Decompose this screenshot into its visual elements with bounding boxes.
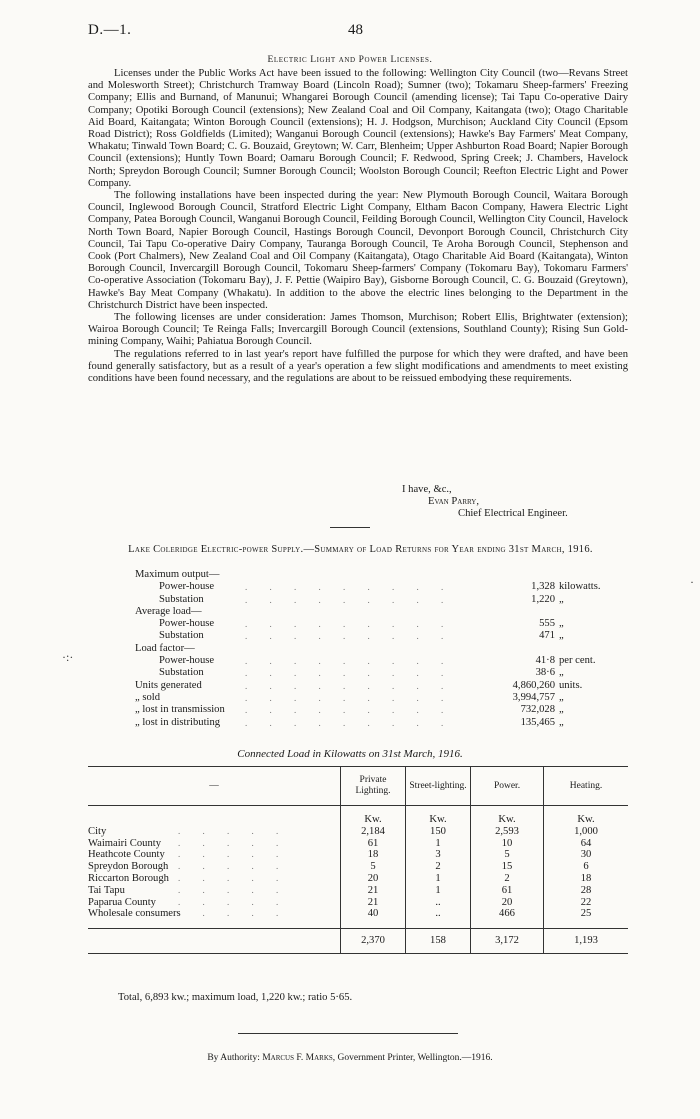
spacer-row (88, 806, 628, 815)
leader-dots: . . . . . . . . . (245, 717, 454, 728)
section-title: Electric Light and Power Licenses. (267, 55, 433, 65)
area-name: Riccarton Borough (88, 872, 169, 884)
unit-cell: Kw. (406, 814, 471, 826)
total-cell: 158 (406, 929, 471, 954)
unit-cell: Kw. (544, 814, 629, 826)
paragraph-installations-inspected: The following installations have been inspected during the year: New Plymouth Borough Council, Waitara Borough Council, Inglewood Borough Council, Stratford Electric Light Company, Eltham Bacon Company, Hawera Electric Light Company, Patea Borough Council, Wanganui Borough Council, Feilding Borough Council, Wellington City Council, Havelock North Town Board, Napier Borough Council, Hastings Borough Council, Devonport Borough Council, Christchurch City Council, Tai Tapu Co-operative Dairy Company, Tauranga Borough Council, Te Aroha Borough Council, Stephenson and Cook (Port Chalmers), New Zealand Coal and Oil Company (Kaitangata), Otago Charitable Aid Board (Kaitangata), Winton Borough Council, Invercargill Borough Council, Tokomaru Sheep-farmers' Company (Tokomaru Bay), Tokomaru Farmers' Co-operative Association (Tokomaru Bay), J. F. Pettie (Waipiro Bay), Gisborne Borough Council, C. G. Bouzaid (Greytown), Hawke's Bay Meat Company (Whakatu). In addition to the above the electric lines belonging to the Department in the Christchurch District have been inspected. (88, 190, 628, 311)
imprint-suffix: , Government Printer, Wellington.—1916. (332, 1053, 493, 1063)
column-header-private-lighting: Private Lighting. (341, 767, 406, 806)
summary-label: Power-house (159, 618, 215, 630)
summary-label: Substation (159, 630, 204, 642)
leader-dots: . . . . . (178, 849, 289, 860)
leader-dots: . . . . . (178, 861, 289, 872)
load-value-cell: 40 (341, 908, 406, 920)
column-header-power: Power. (471, 767, 544, 806)
area-name: City (88, 825, 107, 837)
summary-label: Power-house (159, 655, 215, 667)
summary-unit: „ (559, 691, 564, 703)
footer-rule (238, 1033, 458, 1034)
leader-dots: . . . . . . . . . (245, 594, 454, 605)
load-value-cell: 1 (406, 873, 471, 885)
load-value-cell: 21 (341, 885, 406, 897)
leader-dots: . . . . . (178, 837, 289, 848)
paragraph-licenses-under-consideration: The following licenses are under consideration: James Thomson, Murchison; Robert Ellis, Brightwater (extension); Wairoa Borough Council; Te Reinga Falls; Invercargill Borough Council (extensions, Southland County); Rising Sun Gold-mining Company, Waihi; Pahiatua Borough Council. (88, 312, 628, 348)
lake-coleridge-title: Lake Coleridge Electric-power Supply.—Summary of Load Returns for Year ending 31st March, 1916. (128, 544, 593, 555)
load-value-cell: .. (406, 908, 471, 920)
summary-label: Substation (159, 667, 204, 679)
leader-dots: . . . . . . . . . (245, 619, 454, 630)
paragraph-licenses-issued: Licenses under the Public Works Act have been issued to the following: Wellington City Council (two—Revans Street and Molesworth Street); Christchurch Tramway Board (Lincoln Road); Sumner (two); Tokamaru Sheep-farmers' Freezing Company; Ellis and Burnand, of Manunui; Whangarei Borough Council (amending license); Tai Tapu Co-operative Dairy Company; Opotiki Borough Council (extensions); New Zealand Coal and Oil Company, Kaitangata (two); Otago Charitable Aid Board, Kaitangata; Winton Borough Council (extensions); H. J. Hodgson, Murchison; Auckland City Council (Epsom Road District); Ross Goldfields (Limited); Wanganui Borough Council (extensions); Hawke's Bay Farmers' Meat Company, Whakatu; Tinwald Town Board; C. G. Bouzaid, Greytown; W. Carr, Blenheim; Upper Ashburton Road Board; Napier Borough Council (extensions); Huntly Town Board; Oamaru Borough Council; F. Redwood, Spring Creek; J. Chambers, Havelock North; Spreydon Borough Council; Sumner Borough Council; Woolston Borough Council; Reefton Electric Light and Power Company. (88, 68, 628, 189)
summary-unit: per cent. (559, 655, 596, 667)
total-cell: 3,172 (471, 929, 544, 954)
leader-dots: . . . . . . . . . (245, 631, 454, 642)
summary-row (135, 704, 575, 716)
margin-mark: ·:· (62, 650, 74, 664)
unit-cell: Kw. (341, 814, 406, 826)
total-summary-line: Total, 6,893 kw.; maximum load, 1,220 kw.; ratio 5·65. (118, 992, 353, 1003)
summary-unit: „ (559, 667, 564, 679)
summary-unit: „ (559, 618, 564, 630)
imprint-prefix: By Authority: (207, 1053, 263, 1063)
load-value-cell: 18 (544, 873, 629, 885)
connected-load-table (88, 766, 628, 954)
table-corner: — (88, 767, 341, 806)
summary-unit: „ (559, 593, 564, 605)
load-value-cell: 25 (544, 908, 629, 920)
table-row (88, 826, 628, 838)
load-value-cell: 28 (544, 885, 629, 897)
area-name: Spreydon Borough (88, 861, 169, 873)
summary-label: „ lost in distributing (135, 716, 221, 728)
load-value-cell: 20 (341, 873, 406, 885)
summary-value: 41·8 (535, 655, 555, 667)
summary-value: 471 (539, 630, 555, 642)
table-row (88, 849, 628, 861)
leader-dots: . . . . . . . . . (245, 582, 454, 593)
leader-dots: . . . . . (178, 908, 289, 919)
summary-value: 38·6 (535, 667, 555, 679)
summary-label: Substation (159, 593, 204, 605)
leader-dots: . . . . . . . . . (245, 668, 454, 679)
summary-unit: „ (559, 716, 564, 728)
table-header-row (88, 767, 628, 806)
table-row (88, 873, 628, 885)
area-name: Heathcote County (88, 849, 165, 861)
table-row (88, 897, 628, 909)
load-value-cell: 466 (471, 908, 544, 920)
summary-row (135, 630, 575, 642)
load-value-cell: 2 (406, 861, 471, 873)
report-code: D.—1. (88, 22, 132, 38)
load-value-cell: 61 (341, 838, 406, 850)
table-row (88, 908, 628, 920)
load-value-cell: 18 (341, 849, 406, 861)
summary-row (135, 692, 575, 704)
imprint-printer-name: Marcus F. Marks (262, 1053, 333, 1063)
load-value-cell: 61 (471, 885, 544, 897)
leader-dots: . . . . . (178, 896, 289, 907)
load-value-cell: 2 (471, 873, 544, 885)
summary-value: 135,465 (520, 716, 555, 728)
area-name: Waimairi County (88, 837, 161, 849)
unit-cell: Kw. (471, 814, 544, 826)
leader-dots: . . . . . (178, 872, 289, 883)
leader-dots: . . . . . . . . . (245, 656, 454, 667)
signature-closing: I have, &c., (402, 484, 452, 495)
load-value-cell: 6 (544, 861, 629, 873)
load-value-cell: 1 (406, 838, 471, 850)
summary-row (135, 643, 575, 655)
leader-dots: . . . . . . . . . (245, 705, 454, 716)
load-value-cell: 1 (406, 885, 471, 897)
summary-label: Average load— (135, 605, 202, 617)
load-value-cell: 64 (544, 838, 629, 850)
summary-row (135, 569, 575, 581)
connected-load-title: Connected Load in Kilowatts on 31st March, 1916. (237, 748, 463, 760)
table-row (88, 838, 628, 850)
spacer-row (88, 920, 628, 929)
summary-value: 4,860,260 (512, 679, 555, 691)
page-number: 48 (348, 22, 363, 38)
load-summary (135, 569, 601, 729)
summary-label: Maximum output— (135, 569, 220, 580)
load-value-cell: 10 (471, 838, 544, 850)
printer-imprint (0, 1053, 700, 1063)
summary-row (135, 581, 601, 593)
load-value-cell: 1,000 (544, 826, 629, 838)
summary-row (135, 606, 575, 618)
load-value-cell: 150 (406, 826, 471, 838)
summary-value: 555 (539, 618, 555, 630)
load-value-cell: 2,184 (341, 826, 406, 838)
summary-label: Load factor— (135, 642, 195, 654)
load-value-cell: 3 (406, 849, 471, 861)
load-value-cell: .. (406, 897, 471, 909)
summary-row (135, 655, 596, 667)
total-cell: 2,370 (341, 929, 406, 954)
leader-dots: . . . . . . . . . (245, 692, 454, 703)
summary-label: „ lost in transmission (135, 704, 225, 716)
units-row (88, 814, 628, 826)
load-value-cell: 30 (544, 849, 629, 861)
summary-label: „ sold (135, 691, 161, 703)
leader-dots: . . . . . (178, 884, 289, 895)
summary-row (135, 594, 575, 606)
area-name: Paparua County (88, 896, 156, 908)
summary-value: 1,220 (531, 593, 555, 605)
body-text (88, 68, 628, 385)
column-header-street-lighting: Street-lighting. (406, 767, 471, 806)
table-row (88, 861, 628, 873)
margin-mark: · (690, 575, 694, 589)
total-cell: 1,193 (544, 929, 629, 954)
summary-unit: „ (559, 630, 564, 642)
load-value-cell: 20 (471, 897, 544, 909)
load-value-cell: 2,593 (471, 826, 544, 838)
load-value-cell: 22 (544, 897, 629, 909)
paragraph-regulations: The regulations referred to in last year's report have fulfilled the purpose for which they were drafted, and have been found generally satisfactory, but as a result of a year's operation a few slight modifications and amendments to meet existing conditions have been found necessary, and the regulations are about to be reissued embodying these requirements. (88, 348, 628, 385)
summary-unit: kilowatts. (559, 581, 601, 593)
area-name: Tai Tapu (88, 884, 125, 896)
summary-row (135, 679, 583, 692)
summary-value: 3,994,757 (512, 691, 555, 703)
load-value-cell: 21 (341, 897, 406, 909)
totals-row (88, 929, 628, 954)
section-divider (330, 527, 370, 528)
table-row (88, 885, 628, 897)
summary-value: 1,328 (531, 581, 555, 593)
signature-title: Chief Electrical Engineer. (458, 508, 568, 519)
summary-row (135, 667, 575, 679)
summary-label: Power-house (159, 581, 215, 593)
leader-dots: . . . . . (178, 825, 289, 836)
summary-unit: units. (559, 679, 583, 691)
load-value-cell: 5 (471, 849, 544, 861)
summary-value: 732,028 (520, 704, 555, 716)
column-header-heating: Heating. (544, 767, 629, 806)
summary-label: Units generated (135, 679, 202, 691)
area-name: Wholesale consumers (88, 908, 181, 920)
leader-dots: . . . . . . . . . (245, 680, 454, 691)
signature-name: Evan Parry, (428, 496, 479, 507)
load-value-cell: 5 (341, 861, 406, 873)
summary-unit: „ (559, 704, 564, 716)
summary-row (135, 618, 575, 630)
summary-row (135, 717, 575, 729)
load-value-cell: 15 (471, 861, 544, 873)
